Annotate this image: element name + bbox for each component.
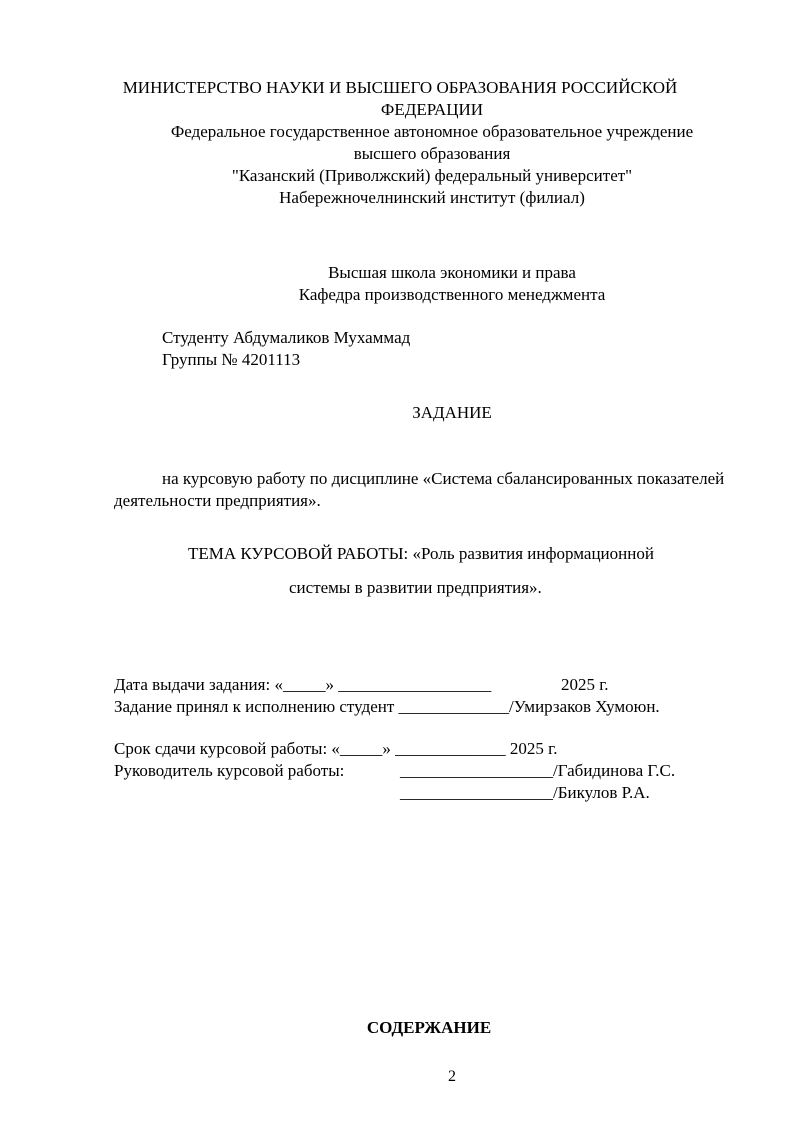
group-line: Группы № 4201113	[162, 350, 301, 369]
supervisor-signature-2: __________________/Бикулов Р.А.	[400, 783, 650, 802]
assignment-title: ЗАДАНИЕ	[412, 403, 492, 422]
issue-date-line: Дата выдачи задания: «_____» __________________	[114, 675, 492, 694]
ministry-line-2: ФЕДЕРАЦИИ	[380, 100, 484, 119]
institution-line-1: Федеральное государственное автономное образовательное учреждение	[170, 122, 694, 141]
supervisor-label: Руководитель курсовой работы:	[114, 761, 345, 780]
deadline-line: Срок сдачи курсовой работы: «_____» _____________ 2025 г.	[114, 739, 558, 758]
discipline-line-1: на курсовую работу по дисциплине «Система сбалансированных показателей	[162, 469, 725, 488]
page-number: 2	[448, 1068, 456, 1085]
institution-line-2: высшего образования	[353, 144, 511, 163]
supervisor-signature-1: __________________/Габидинова Г.С.	[400, 761, 676, 780]
branch-name: Набережночелнинский институт (филиал)	[279, 188, 585, 207]
department-name: Кафедра производственного менеджмента	[298, 285, 606, 304]
ministry-line-1: МИНИСТЕРСТВО НАУКИ И ВЫСШЕГО ОБРАЗОВАНИЯ РОССИЙСКОЙ	[122, 78, 678, 97]
contents-heading: СОДЕРЖАНИЕ	[366, 1018, 492, 1037]
university-name: "Казанский (Приволжский) федеральный университет"	[231, 166, 633, 185]
accepted-line: Задание принял к исполнению студент _____________/Умирзаков Хумоюн.	[114, 697, 660, 716]
topic-line-2: системы в развитии предприятия».	[289, 578, 542, 597]
issue-year: 2025 г.	[561, 675, 609, 694]
student-line: Студенту Абдумаликов Мухаммад	[162, 328, 411, 347]
topic-line-1: ТЕМА КУРСОВОЙ РАБОТЫ: «Роль развития информационной	[188, 544, 654, 563]
discipline-line-2: деятельности предприятия».	[114, 491, 321, 510]
school-name: Высшая школа экономики и права	[328, 263, 576, 282]
